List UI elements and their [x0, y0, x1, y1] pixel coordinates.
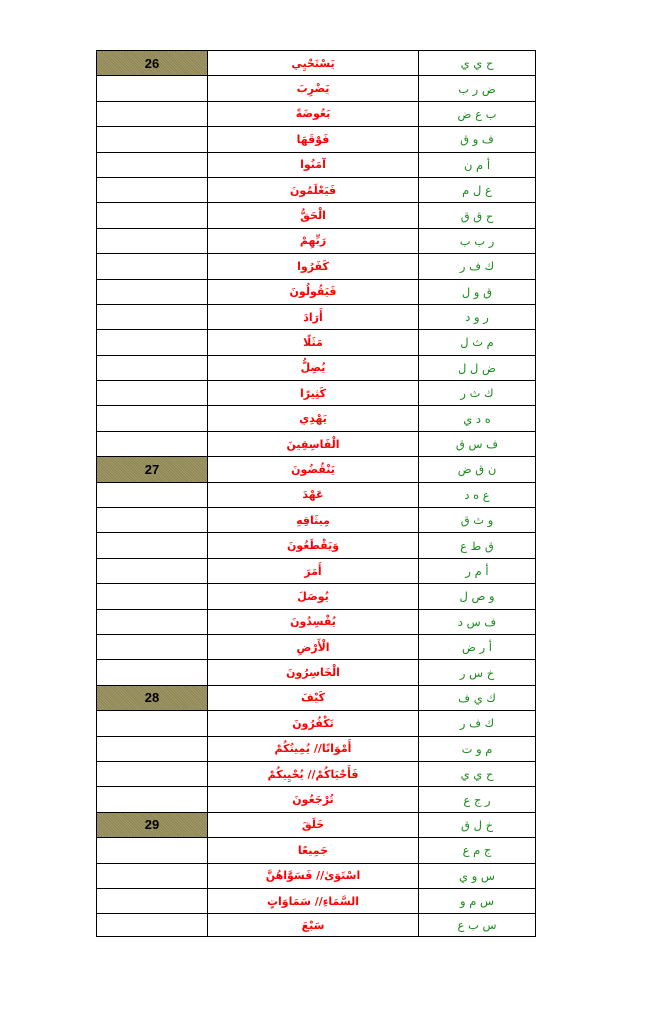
word-cell: الْفَاسِقِينَ — [208, 431, 419, 456]
root-cell: خ س ر — [419, 660, 536, 685]
root-cell: ف و ق — [419, 127, 536, 152]
empty-cell — [97, 584, 208, 609]
empty-cell — [97, 152, 208, 177]
table-row — [97, 152, 536, 177]
root-cell: م ث ل — [419, 330, 536, 355]
root-cell: أ م ر — [419, 558, 536, 583]
word-cell: اسْتَوَىٰ// فَسَوَّاهُنَّ — [208, 863, 419, 888]
empty-cell — [97, 634, 208, 659]
empty-cell — [97, 736, 208, 761]
root-cell: ح ق ق — [419, 203, 536, 228]
word-cell: مَثَلًا — [208, 330, 419, 355]
root-cell: س م و — [419, 888, 536, 913]
word-cell: الْحَقُّ — [208, 203, 419, 228]
word-cell: جَمِيعًا — [208, 838, 419, 863]
empty-cell — [97, 254, 208, 279]
table-row — [97, 533, 536, 558]
empty-cell — [97, 838, 208, 863]
empty-cell — [97, 482, 208, 507]
root-cell: ب ع ض — [419, 101, 536, 126]
table-row — [97, 279, 536, 304]
word-cell: وَيَقْطَعُونَ — [208, 533, 419, 558]
root-cell: ض ل ل — [419, 355, 536, 380]
table-row — [97, 304, 536, 329]
root-cell: ف س د — [419, 609, 536, 634]
word-cell: فَوْقَهَا — [208, 127, 419, 152]
empty-cell — [97, 508, 208, 533]
root-cell: أ ر ض — [419, 634, 536, 659]
word-cell: الْخَاسِرُونَ — [208, 660, 419, 685]
root-cell: م و ت — [419, 736, 536, 761]
word-cell: مِيثَاقِهِ — [208, 508, 419, 533]
root-cell: ح ي ي — [419, 761, 536, 786]
word-cell: أَرَادَ — [208, 304, 419, 329]
table-row — [97, 406, 536, 431]
table-row — [97, 584, 536, 609]
word-cell: كَفَرُوا — [208, 254, 419, 279]
table-row — [97, 761, 536, 786]
table-row — [97, 609, 536, 634]
empty-cell — [97, 533, 208, 558]
table-row — [97, 736, 536, 761]
table-row — [97, 685, 536, 710]
table-row — [97, 355, 536, 380]
empty-cell — [97, 203, 208, 228]
root-cell: ك ي ف — [419, 685, 536, 710]
verse-number-cell: 28 — [97, 685, 208, 710]
word-cell: عَهْدَ — [208, 482, 419, 507]
vocabulary-table-body — [97, 51, 536, 937]
word-cell: يُفْسِدُونَ — [208, 609, 419, 634]
empty-cell — [97, 914, 208, 937]
table-row — [97, 457, 536, 482]
root-cell: ر و د — [419, 304, 536, 329]
empty-cell — [97, 711, 208, 736]
empty-cell — [97, 863, 208, 888]
table-row — [97, 888, 536, 913]
table-row — [97, 838, 536, 863]
word-cell: تُرْجَعُونَ — [208, 787, 419, 812]
table-row — [97, 177, 536, 202]
empty-cell — [97, 228, 208, 253]
word-cell: تَكْفُرُونَ — [208, 711, 419, 736]
word-cell: يَضْرِبَ — [208, 76, 419, 101]
empty-cell — [97, 279, 208, 304]
empty-cell — [97, 381, 208, 406]
empty-cell — [97, 406, 208, 431]
empty-cell — [97, 304, 208, 329]
root-cell: ك ف ر — [419, 254, 536, 279]
root-cell: ج م ع — [419, 838, 536, 863]
root-cell: ق ط ع — [419, 533, 536, 558]
word-cell: يُضِلُّ — [208, 355, 419, 380]
empty-cell — [97, 177, 208, 202]
empty-cell — [97, 787, 208, 812]
table-row — [97, 787, 536, 812]
table-row — [97, 634, 536, 659]
empty-cell — [97, 127, 208, 152]
root-cell: و ص ل — [419, 584, 536, 609]
empty-cell — [97, 660, 208, 685]
table-row — [97, 381, 536, 406]
table-row — [97, 558, 536, 583]
word-cell: سَبْعَ — [208, 914, 419, 937]
word-cell: يَنْقُضُونَ — [208, 457, 419, 482]
word-cell: يُوصَلَ — [208, 584, 419, 609]
table-row — [97, 431, 536, 456]
empty-cell — [97, 888, 208, 913]
root-cell: ك ف ر — [419, 711, 536, 736]
root-cell: ك ث ر — [419, 381, 536, 406]
word-cell: يَسْتَحْيِي — [208, 51, 419, 76]
root-cell: ض ر ب — [419, 76, 536, 101]
root-cell: ع ه د — [419, 482, 536, 507]
empty-cell — [97, 355, 208, 380]
empty-cell — [97, 330, 208, 355]
empty-cell — [97, 76, 208, 101]
word-cell: كَثِيرًا — [208, 381, 419, 406]
table-row — [97, 203, 536, 228]
word-cell: الْأَرْضِ — [208, 634, 419, 659]
vocabulary-table — [96, 50, 536, 937]
verse-number-cell: 29 — [97, 812, 208, 837]
root-cell: س و ي — [419, 863, 536, 888]
table-row — [97, 863, 536, 888]
root-cell: ر ب ب — [419, 228, 536, 253]
table-row — [97, 482, 536, 507]
root-cell: ه د ي — [419, 406, 536, 431]
word-cell: فَيَقُولُونَ — [208, 279, 419, 304]
root-cell: ق و ل — [419, 279, 536, 304]
verse-number-cell: 27 — [97, 457, 208, 482]
word-cell: فَأَحْيَاكُمْ// يُحْيِيكُمْ — [208, 761, 419, 786]
table-row — [97, 330, 536, 355]
table-row — [97, 127, 536, 152]
table-row — [97, 914, 536, 937]
word-cell: فَيَعْلَمُونَ — [208, 177, 419, 202]
empty-cell — [97, 558, 208, 583]
root-cell: ر ج ع — [419, 787, 536, 812]
empty-cell — [97, 609, 208, 634]
root-cell: خ ل ق — [419, 812, 536, 837]
word-cell: بَعُوضَةً — [208, 101, 419, 126]
root-cell: س ب ع — [419, 914, 536, 937]
root-cell: أ م ن — [419, 152, 536, 177]
root-cell: ع ل م — [419, 177, 536, 202]
root-cell: و ث ق — [419, 508, 536, 533]
table-row — [97, 51, 536, 76]
word-cell: خَلَقَ — [208, 812, 419, 837]
table-row — [97, 228, 536, 253]
table-row — [97, 254, 536, 279]
word-cell: أَمْوَاتًا// يُمِيتُكُمْ — [208, 736, 419, 761]
word-cell: آمَنُوا — [208, 152, 419, 177]
empty-cell — [97, 431, 208, 456]
word-cell: رَبِّهِمْ — [208, 228, 419, 253]
table-row — [97, 101, 536, 126]
table-row — [97, 76, 536, 101]
verse-number-cell: 26 — [97, 51, 208, 76]
root-cell: ن ق ض — [419, 457, 536, 482]
root-cell: ف س ق — [419, 431, 536, 456]
table-row — [97, 812, 536, 837]
word-cell: أَمَرَ — [208, 558, 419, 583]
root-cell: ح ي ي — [419, 51, 536, 76]
table-row — [97, 711, 536, 736]
table-row — [97, 508, 536, 533]
empty-cell — [97, 101, 208, 126]
word-cell: يَهْدِي — [208, 406, 419, 431]
table-row — [97, 660, 536, 685]
empty-cell — [97, 761, 208, 786]
word-cell: السَّمَاءِ// سَمَاوَاتٍ — [208, 888, 419, 913]
word-cell: كَيْفَ — [208, 685, 419, 710]
